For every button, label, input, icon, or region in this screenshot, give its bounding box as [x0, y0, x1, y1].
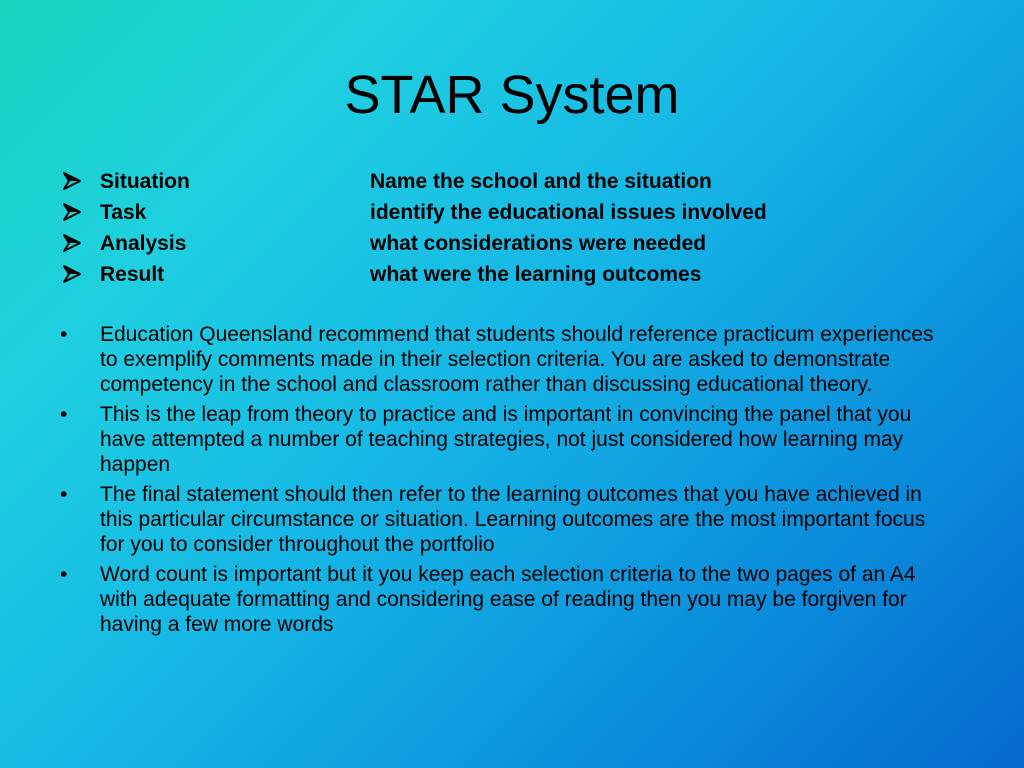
star-item-analysis [62, 228, 767, 259]
star-item-task [62, 197, 767, 228]
bullet-dot-icon: • [60, 323, 68, 346]
bullet-text: Education Queensland recommend that students should reference practicum experiences to exemplify comments made in their selection criteria. You are asked to demonstrate competency in the school and classroom rather than discussing educational theory. [100, 323, 934, 396]
bullet-dot-icon: • [60, 483, 68, 506]
star-item-result [62, 259, 767, 290]
star-description: Name the school and the situation [370, 170, 712, 193]
bullet-dot-icon: • [60, 403, 68, 426]
arrowhead-bullet-icon [62, 230, 100, 250]
bullet-item [56, 562, 946, 637]
star-description: identify the educational issues involved [370, 201, 767, 224]
bullet-list [56, 322, 946, 642]
star-description: what were the learning outcomes [370, 263, 702, 286]
arrowhead-bullet-icon [62, 261, 100, 281]
bullet-item [56, 482, 946, 557]
star-term: Situation [100, 170, 190, 193]
slide-title: STAR System [344, 65, 680, 125]
star-term: Analysis [100, 232, 187, 255]
arrowhead-bullet-icon [62, 199, 100, 219]
bullet-text: This is the leap from theory to practice and is important in convincing the panel that you have attempted a number of teaching strategies, not just considered how learning may happen [100, 403, 912, 476]
star-list [62, 166, 767, 290]
bullet-item [56, 322, 946, 397]
star-description: what considerations were needed [370, 232, 707, 255]
star-term: Task [100, 201, 147, 224]
bullet-dot-icon: • [60, 563, 68, 586]
star-term: Result [100, 263, 165, 286]
bullet-item [56, 402, 946, 477]
star-item-situation [62, 166, 767, 197]
arrowhead-bullet-icon [62, 168, 100, 188]
bullet-text: Word count is important but it you keep each selection criteria to the two pages of an A4 with adequate formatting and considering ease of reading then you may be forgiven for having a few more words [100, 563, 916, 636]
bullet-text: The final statement should then refer to the learning outcomes that you have achieved in this particular circumstance or situation. Learning outcomes are the most important focus for you to consider throughout the portfolio [100, 483, 926, 556]
